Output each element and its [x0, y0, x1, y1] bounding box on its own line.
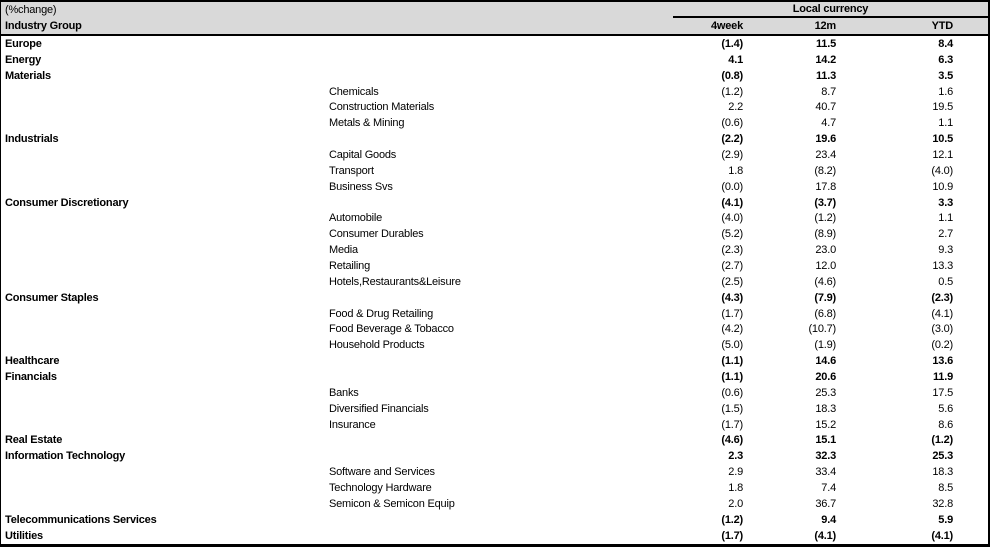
table-row — [1, 337, 988, 353]
table-row — [1, 385, 988, 401]
value-cell: (0.0) — [721, 180, 743, 193]
col-header-4week: 4week — [710, 20, 743, 32]
value-cell: (1.5) — [721, 402, 743, 415]
industry-label: Automobile — [329, 212, 383, 225]
table-row — [1, 369, 988, 385]
value-cell: (2.3) — [721, 244, 743, 257]
value-cell: 17.5 — [932, 386, 953, 399]
col-header-ytd: YTD — [931, 20, 953, 32]
value-cell: (2.3) — [931, 291, 953, 304]
industry-label: Utilities — [5, 529, 43, 542]
value-cell: (4.1) — [721, 196, 743, 209]
industry-label: Consumer Discretionary — [5, 196, 129, 209]
value-cell: (0.8) — [721, 69, 743, 82]
industry-label: Real Estate — [5, 434, 63, 447]
industry-label: Insurance — [329, 418, 376, 431]
value-cell: 2.2 — [728, 101, 743, 114]
table-row — [1, 195, 988, 211]
value-cell: 8.7 — [821, 85, 836, 98]
industry-label: Retailing — [329, 259, 371, 272]
value-cell: (1.4) — [721, 37, 743, 50]
table-row — [1, 163, 988, 179]
table-row — [1, 512, 988, 528]
table-row — [1, 401, 988, 417]
value-cell: 15.2 — [815, 418, 836, 431]
value-cell: 25.3 — [932, 450, 953, 463]
value-cell: (1.1) — [721, 355, 743, 368]
value-cell: 23.0 — [815, 244, 836, 257]
value-cell: 5.6 — [938, 402, 953, 415]
industry-label: Semicon & Semicon Equip — [329, 497, 455, 510]
value-cell: 11.3 — [815, 69, 836, 82]
industry-label: Financials — [5, 370, 57, 383]
value-cell: 6.3 — [938, 53, 953, 66]
table-body — [1, 36, 988, 544]
industry-label: Household Products — [329, 339, 425, 352]
value-cell: 0.5 — [938, 275, 953, 288]
table-row — [1, 68, 988, 84]
value-cell: 20.6 — [815, 370, 836, 383]
table-row — [1, 496, 988, 512]
value-cell: 18.3 — [815, 402, 836, 415]
industry-label: Industrials — [5, 133, 59, 146]
table-row — [1, 306, 988, 322]
value-cell: (1.2) — [814, 212, 836, 225]
value-cell: (4.6) — [814, 275, 836, 288]
value-cell: 11.5 — [815, 37, 836, 50]
value-cell: 2.9 — [728, 466, 743, 479]
value-cell: 14.2 — [815, 53, 836, 66]
industry-label: Consumer Staples — [5, 291, 99, 304]
table-header — [1, 2, 988, 36]
table-row — [1, 353, 988, 369]
value-cell: (4.1) — [931, 307, 953, 320]
value-cell: 2.3 — [728, 450, 743, 463]
value-cell: 14.6 — [815, 355, 836, 368]
value-cell: 25.3 — [815, 386, 836, 399]
industry-label: Software and Services — [329, 466, 435, 479]
pct-change-note: (%change) — [5, 4, 57, 16]
value-cell: 7.4 — [821, 481, 836, 494]
value-cell: 18.3 — [932, 466, 953, 479]
industry-label: Healthcare — [5, 355, 60, 368]
value-cell: (1.2) — [721, 85, 743, 98]
value-cell: (3.0) — [931, 323, 953, 336]
value-cell: 13.6 — [932, 355, 953, 368]
table-row — [1, 258, 988, 274]
value-cell: (7.9) — [814, 291, 836, 304]
value-cell: 4.1 — [728, 53, 743, 66]
value-cell: 36.7 — [815, 497, 836, 510]
industry-label: Hotels,Restaurants&Leisure — [329, 275, 461, 288]
value-cell: 32.8 — [932, 497, 953, 510]
value-cell: (1.1) — [721, 370, 743, 383]
value-cell: (4.1) — [931, 529, 953, 542]
industry-label: Food Beverage & Tobacco — [329, 323, 454, 336]
value-cell: 2.0 — [728, 497, 743, 510]
value-cell: (2.5) — [721, 275, 743, 288]
value-cell: (4.2) — [721, 323, 743, 336]
value-cell: 3.5 — [938, 69, 953, 82]
value-cell: (10.7) — [808, 323, 836, 336]
value-cell: 12.0 — [815, 259, 836, 272]
industry-label: Telecommunications Services — [5, 513, 157, 526]
header-row-columns — [1, 18, 988, 34]
value-cell: (0.6) — [721, 117, 743, 130]
table-row — [1, 84, 988, 100]
value-cell: 10.5 — [932, 133, 953, 146]
value-cell: 11.9 — [932, 370, 953, 383]
value-cell: 3.3 — [938, 196, 953, 209]
table-row — [1, 131, 988, 147]
table-row — [1, 99, 988, 115]
table-row — [1, 115, 988, 131]
value-cell: 9.4 — [821, 513, 836, 526]
value-cell: 33.4 — [815, 466, 836, 479]
table-row — [1, 290, 988, 306]
value-cell: (0.6) — [721, 386, 743, 399]
table-row — [1, 432, 988, 448]
table-row — [1, 147, 988, 163]
industry-group-header: Industry Group — [5, 20, 82, 32]
table-row — [1, 480, 988, 496]
value-cell: 8.5 — [938, 481, 953, 494]
col-header-12m: 12m — [814, 20, 836, 32]
table-row — [1, 36, 988, 52]
value-cell: (8.9) — [814, 228, 836, 241]
value-cell: (4.0) — [721, 212, 743, 225]
value-cell: 1.8 — [728, 164, 743, 177]
industry-label: Materials — [5, 69, 51, 82]
value-cell: (1.7) — [721, 307, 743, 320]
value-cell: 19.5 — [932, 101, 953, 114]
value-cell: 15.1 — [815, 434, 836, 447]
industry-label: Chemicals — [329, 85, 379, 98]
table-row — [1, 52, 988, 68]
value-cell: (3.7) — [814, 196, 836, 209]
value-cell: 17.8 — [815, 180, 836, 193]
value-cell: 10.9 — [932, 180, 953, 193]
value-cell: 13.3 — [932, 259, 953, 272]
value-cell: (5.0) — [721, 339, 743, 352]
value-cell: (2.9) — [721, 148, 743, 161]
table-row — [1, 417, 988, 433]
table-row — [1, 210, 988, 226]
table-row — [1, 448, 988, 464]
table-row — [1, 321, 988, 337]
value-cell: (2.7) — [721, 259, 743, 272]
value-cell: 2.7 — [938, 228, 953, 241]
value-cell: 1.1 — [938, 117, 953, 130]
value-cell: (0.2) — [931, 339, 953, 352]
value-cell: (1.7) — [721, 529, 743, 542]
value-cell: 8.6 — [938, 418, 953, 431]
value-cell: (4.1) — [814, 529, 836, 542]
industry-label: Construction Materials — [329, 101, 435, 114]
value-cell: 23.4 — [815, 148, 836, 161]
value-cell: 1.8 — [728, 481, 743, 494]
industry-label: Business Svs — [329, 180, 393, 193]
industry-label: Capital Goods — [329, 148, 397, 161]
table-row — [1, 179, 988, 195]
value-cell: (4.6) — [721, 434, 743, 447]
value-cell: 1.1 — [938, 212, 953, 225]
value-cell: (8.2) — [814, 164, 836, 177]
industry-label: Information Technology — [5, 450, 126, 463]
table-row — [1, 274, 988, 290]
industry-label: Transport — [329, 164, 374, 177]
industry-label: Consumer Durables — [329, 228, 424, 241]
industry-label: Technology Hardware — [329, 481, 432, 494]
value-cell: (4.3) — [721, 291, 743, 304]
value-cell: (6.8) — [814, 307, 836, 320]
industry-label: Diversified Financials — [329, 402, 429, 415]
table-row — [1, 528, 988, 544]
value-cell: 1.6 — [938, 85, 953, 98]
value-cell: (2.2) — [721, 133, 743, 146]
table-row — [1, 464, 988, 480]
table-row — [1, 226, 988, 242]
value-cell: 12.1 — [932, 148, 953, 161]
value-cell: (4.0) — [931, 164, 953, 177]
industry-label: Banks — [329, 386, 359, 399]
industry-label: Energy — [5, 53, 42, 66]
value-cell: (1.7) — [721, 418, 743, 431]
value-cell: (1.9) — [814, 339, 836, 352]
value-cell: 32.3 — [815, 450, 836, 463]
industry-label: Europe — [5, 37, 42, 50]
value-cell: 5.9 — [938, 513, 953, 526]
value-cell: 19.6 — [815, 133, 836, 146]
value-cell: 9.3 — [938, 244, 953, 257]
currency-group-header: Local currency — [673, 2, 988, 18]
industry-label: Food & Drug Retailing — [329, 307, 434, 320]
industry-label: Media — [329, 244, 358, 257]
value-cell: 40.7 — [815, 101, 836, 114]
value-cell: 4.7 — [821, 117, 836, 130]
value-cell: 8.4 — [938, 37, 953, 50]
header-row-currency — [1, 2, 988, 18]
value-cell: (1.2) — [721, 513, 743, 526]
value-cell: (1.2) — [931, 434, 953, 447]
value-cell: (5.2) — [721, 228, 743, 241]
table-row — [1, 242, 988, 258]
industry-label: Metals & Mining — [329, 117, 405, 130]
